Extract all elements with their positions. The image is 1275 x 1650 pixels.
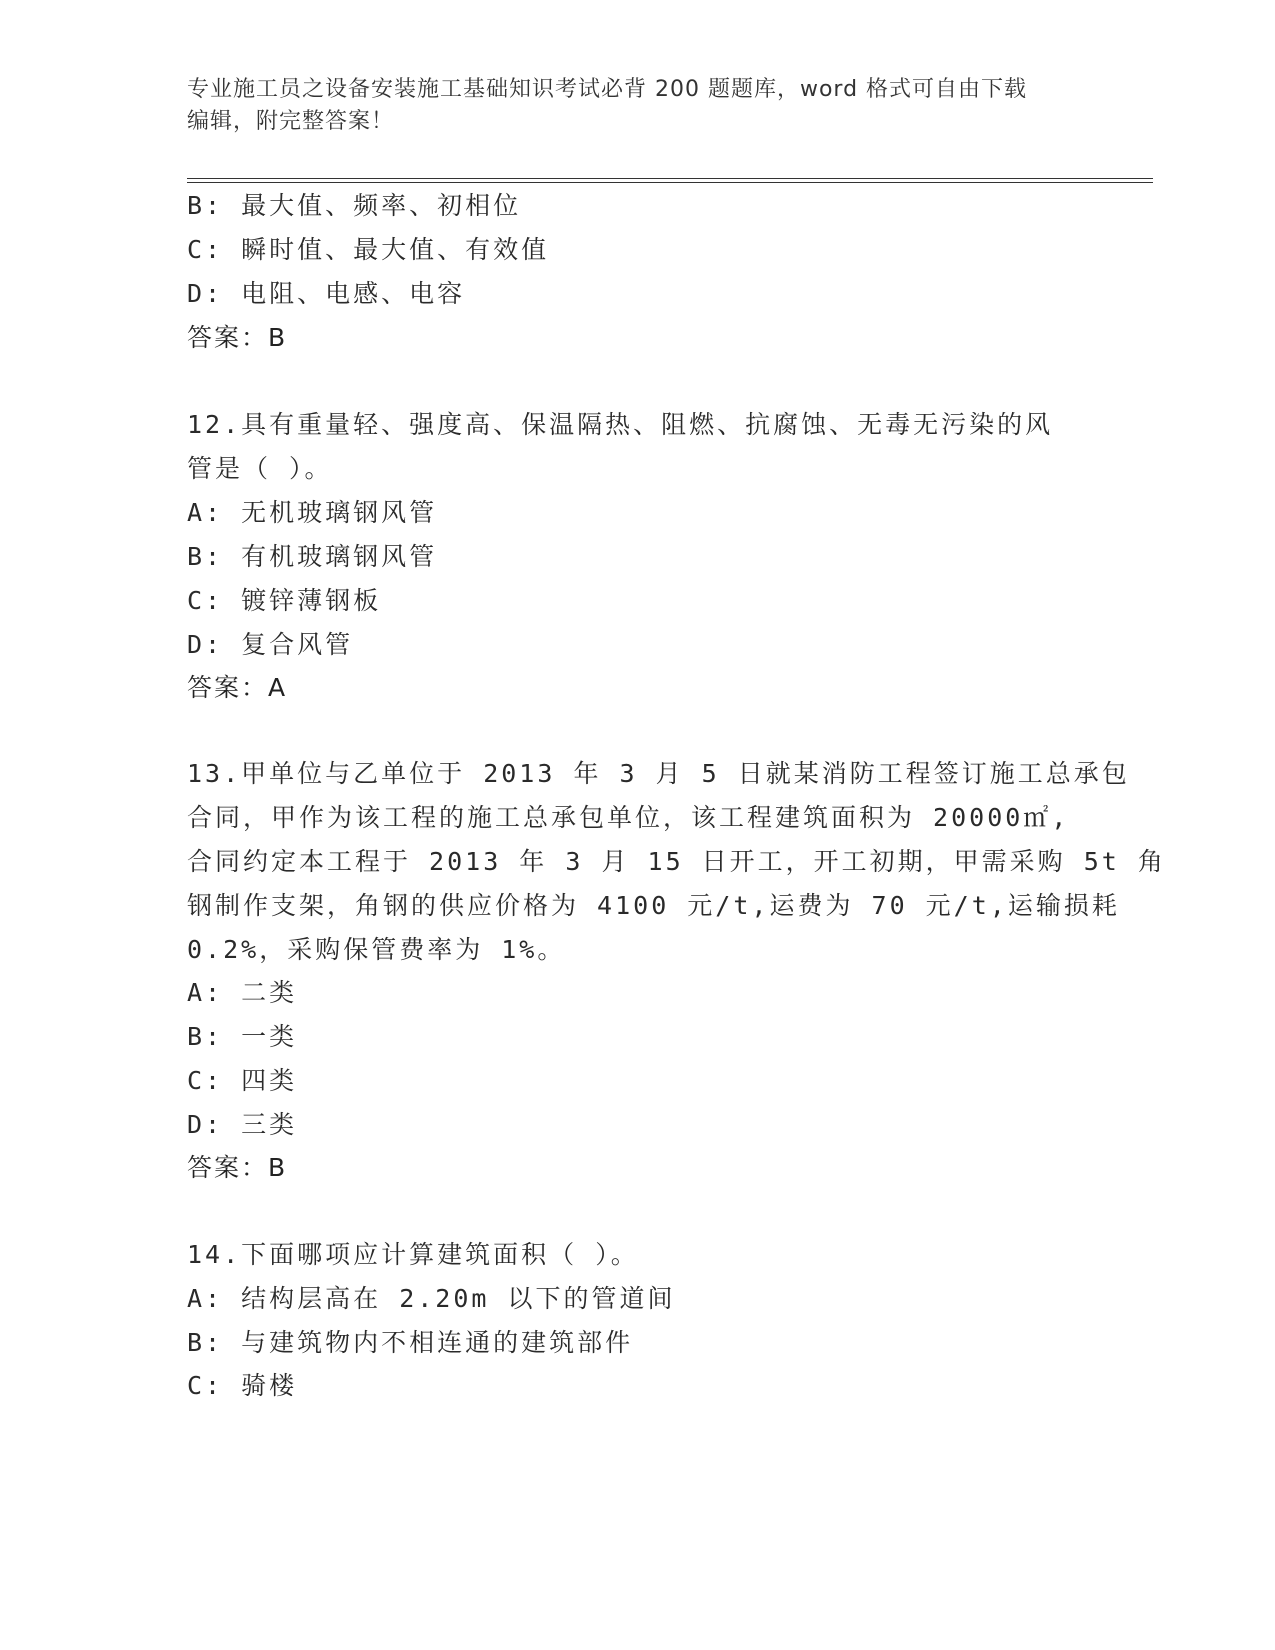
q13-stem-line-1: 13.甲单位与乙单位于 2013 年 3 月 5 日就某消防工程签订施工总承包 <box>187 759 1130 788</box>
q13-option-a: A: 二类 <box>187 978 298 1007</box>
header-title-line-2: 编辑，附完整答案！ <box>187 109 395 134</box>
q11-option-d: D: 电阻、电感、电容 <box>187 279 466 308</box>
q12-option-a: A: 无机玻璃钢风管 <box>187 498 438 527</box>
q13-stem-line-5: 0.2%，采购保管费率为 1%。 <box>187 935 566 964</box>
q14-option-a: A: 结构层高在 2.20m 以下的管道间 <box>187 1284 676 1313</box>
document-header <box>187 74 1087 138</box>
header-divider <box>187 178 1153 183</box>
q11-option-c: C: 瞬时值、最大值、有效值 <box>187 235 550 264</box>
q13-option-b: B: 一类 <box>187 1022 298 1051</box>
q12-option-d: D: 复合风管 <box>187 630 354 659</box>
q12-option-b: B: 有机玻璃钢风管 <box>187 542 438 571</box>
q13-answer: 答案：B <box>187 1153 288 1182</box>
q13-stem-line-4: 钢制作支架，角钢的供应价格为 4100 元/t,运费为 70 元/t,运输损耗 <box>187 891 1120 920</box>
q11-answer: 答案：B <box>187 323 288 352</box>
q12-answer: 答案：A <box>187 673 288 702</box>
q12-stem-line-2: 管是（ ）。 <box>187 454 333 483</box>
q11-option-b: B: 最大值、频率、初相位 <box>187 191 522 220</box>
q13-stem-line-3: 合同约定本工程于 2013 年 3 月 15 日开工，开工初期，甲需采购 5t 角 <box>187 847 1166 876</box>
header-title-line-1: 专业施工员之设备安装施工基础知识考试必背 200 题题库，word 格式可自由下载 <box>187 77 1028 102</box>
q12-option-c: C: 镀锌薄钢板 <box>187 586 382 615</box>
q12-stem-line-1: 12.具有重量轻、强度高、保温隔热、阻燃、抗腐蚀、无毒无污染的风 <box>187 410 1054 439</box>
q14-option-c: C: 骑楼 <box>187 1371 298 1400</box>
q14-stem-line-1: 14.下面哪项应计算建筑面积（ ）。 <box>187 1240 639 1269</box>
q13-option-c: C: 四类 <box>187 1066 298 1095</box>
q14-option-b: B: 与建筑物内不相连通的建筑部件 <box>187 1328 634 1357</box>
q13-option-d: D: 三类 <box>187 1110 298 1139</box>
q13-stem-line-2: 合同，甲作为该工程的施工总承包单位，该工程建筑面积为 20000㎡, <box>187 803 1070 832</box>
